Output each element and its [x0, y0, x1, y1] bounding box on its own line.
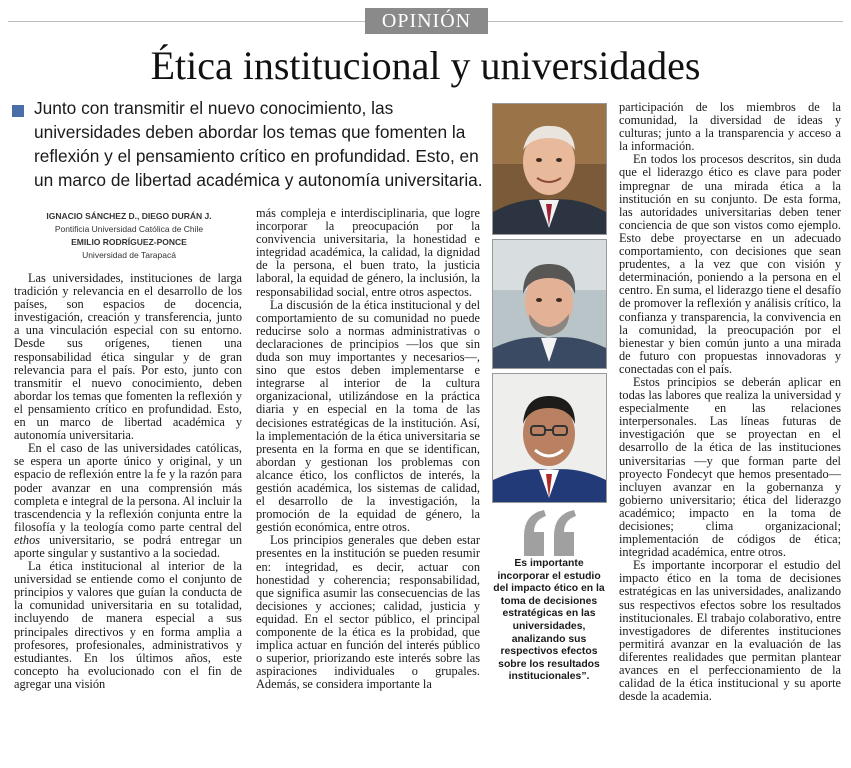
column-1-paragraph-2 [14, 442, 242, 560]
pull-quote: Es importante incorporar el estudio del impacto ético en la toma de decisiones estratégicas en las universidades, analizando sus respectivos efectos sobre los resultados institucionales”. [493, 558, 605, 683]
byline-authors-2: EMILIO RODRÍGUEZ-PONCE [71, 237, 187, 247]
column-2-paragraph-3: Los principios generales que deben estar presentes en la institución se pueden resumir en: integridad, es decir, actuar con honestidad y coherencia; responsabilidad, que significa asumir las consecuencias de las decisiones y acciones; calidad, justicia y equidad. En el sector público, el principal componente de la ética es la probidad, que implica actuar en función del interés público o superior, priorizando este interés sobre las aspiraciones individuales o grupales. Además, se considera importante la [256, 533, 480, 692]
author-photo-3 [492, 373, 607, 503]
column-3-paragraph-1: participación de los miembros de la comunidad, la diversidad de ideas y culturas; junto a la transparencia y acceso a la información. [619, 100, 841, 154]
column-1-paragraph-1: Las universidades, instituciones de larga tradición y relevancia en el desarrollo de los países, son espacios de docencia, investigación, creación y transferencia, junto a una vinculación especial con su entorno. Desde sus orígenes, tienen una responsabilidad ética singular y de gran relevancia para el país. Por esto, junto con transmitir el nuevo conocimiento, deben abordar los temas que fomenten la reflexión y el pensamiento crítico en profundidad. Esto, en un marco de libertad académica y autonomía universitaria. [14, 271, 242, 443]
byline-institution-1: Pontificia Universidad Católica de Chile [54, 224, 204, 234]
byline-institution-2: Universidad de Tarapacá [82, 250, 176, 260]
column-1-paragraph-2-text-a: En el caso de las universidades católicas, se espera un aporte único y original, y un espacio de reflexión entre la fe y la razón para poder avanzar en una comprensión más completa e integral de la persona. Al incluir la trascendencia y la reflexión conjunta entre la filosofía y la teología como parte central del [14, 441, 242, 534]
column-1-paragraph-2-text-b: universitario, se podrá entregar un aporte singular y sustantivo a la sociedad. [14, 532, 242, 560]
column-3-paragraph-4: Es importante incorporar el estudio del impacto ético en la toma de decisiones estratégicas en las universidades, analizando sus respectivos efectos sobre los resultados institucionales. El trabajo colaborativo, entre investigadores de diferentes instituciones permitirá avanzar en la evaluación de las diferentes realidades que permitan plantear avances en el perfeccionamiento de la calidad de la ética institucional y su aporte desde la academia. [619, 558, 841, 704]
column-3-paragraph-2: En todos los procesos descritos, sin duda que el liderazgo ético es clave para poder impregnar de una mirada ética a la institución en su conjunto. De esta forma, las autoridades universitarias deben tener conciencia de que son vistos como ejemplo. Esto debe proyectarse en un adecuado comportamiento, con decisiones que sean prudentes, a la vez que con visión y determinación, poniendo a la persona en el centro. En suma, el liderazgo tiene el desafío de promover la reflexión y análisis crítico, la confianza y transparencia, la convivencia en la comunidad, la preocupación por el bienestar y bien común junto a una mirada de futuro con propuestas innovadoras y conectadas con el país. [619, 152, 841, 376]
headline: Ética institucional y universidades [150, 43, 701, 88]
author-photo-2 [492, 239, 607, 369]
article-column-3 [619, 101, 841, 703]
author-photo-1 [492, 103, 607, 235]
column-1-paragraph-3: La ética institucional al interior de la universidad se entiende como el conjunto de principios y valores que guían la conducta de la comunidad universitaria en su totalidad, incluyendo de manera especial a sus principales directivos y en forma amplia a profesores, profesionales, administrativos y estudiantes. En los últimos años, este concepto ha evolucionado con el fin de agregar una visión [14, 559, 242, 691]
section-label: OPINIÓN [365, 8, 488, 34]
article-column-1 [14, 272, 242, 691]
byline [14, 210, 244, 262]
byline-authors-1: IGNACIO SÁNCHEZ D., DIEGO DURÁN J. [46, 211, 212, 221]
ethos-word: ethos [14, 532, 41, 547]
lead-bullet-icon [12, 105, 24, 117]
lead-paragraph: Junto con transmitir el nuevo conocimiento, las universidades deben abordar los temas que fomenten la reflexión y el pensamiento crítico en profundidad. Esto, en un marco de libertad académica y autonomía universitaria. [34, 98, 483, 190]
column-3-paragraph-3: Estos principios se deberán aplicar en todas las labores que realiza la universidad y especialmente en las relaciones interpersonales. Las líneas futuras de investigación que se proyectan en el desarrollo de la ética de las instituciones universitarias —y que forman parte del proyecto Fondecyt que hemos presentado— incluyen avanzar en la gobernanza y gobierno universitario; ética del liderazgo académico; impacto en la toma de decisiones; clima organizacional; implementación de códigos de ética; integridad académica, entre otros. [619, 374, 841, 560]
quotation-mark-icon [520, 508, 580, 558]
column-2-paragraph-1: más compleja e interdisciplinaria, que logre incorporar la preocupación por la convivencia universitaria, la honestidad e integridad académica, la calidad, la dignidad de la persona, el buen trato, la justicia laboral, la equidad de género, la inclusión, la responsabilidad social, entre otros aspectos. [256, 206, 480, 299]
column-2-paragraph-2: La discusión de la ética institucional y del comportamiento de su comunidad no puede reducirse solo a normas administrativas o declaraciones de principios —los que sin duda son muy importantes y necesarios—, sino que estos deben implementarse e integrarse al interior de la cultura organizacional, utilizándose en la práctica diaria y en especial en la toma de las decisiones estratégicas de la institución. Así, la implementación de la ética universitaria se presenta en la forma en que se identifican, abordan y gestionan los problemas con alcance ético, los conflictos de interés, la gestión académica, los sistemas de calidad, el desarrollo de la investigación, la promoción de la equidad de género, la gestión económica, entre otros. [256, 297, 480, 535]
article-column-2 [256, 207, 480, 691]
